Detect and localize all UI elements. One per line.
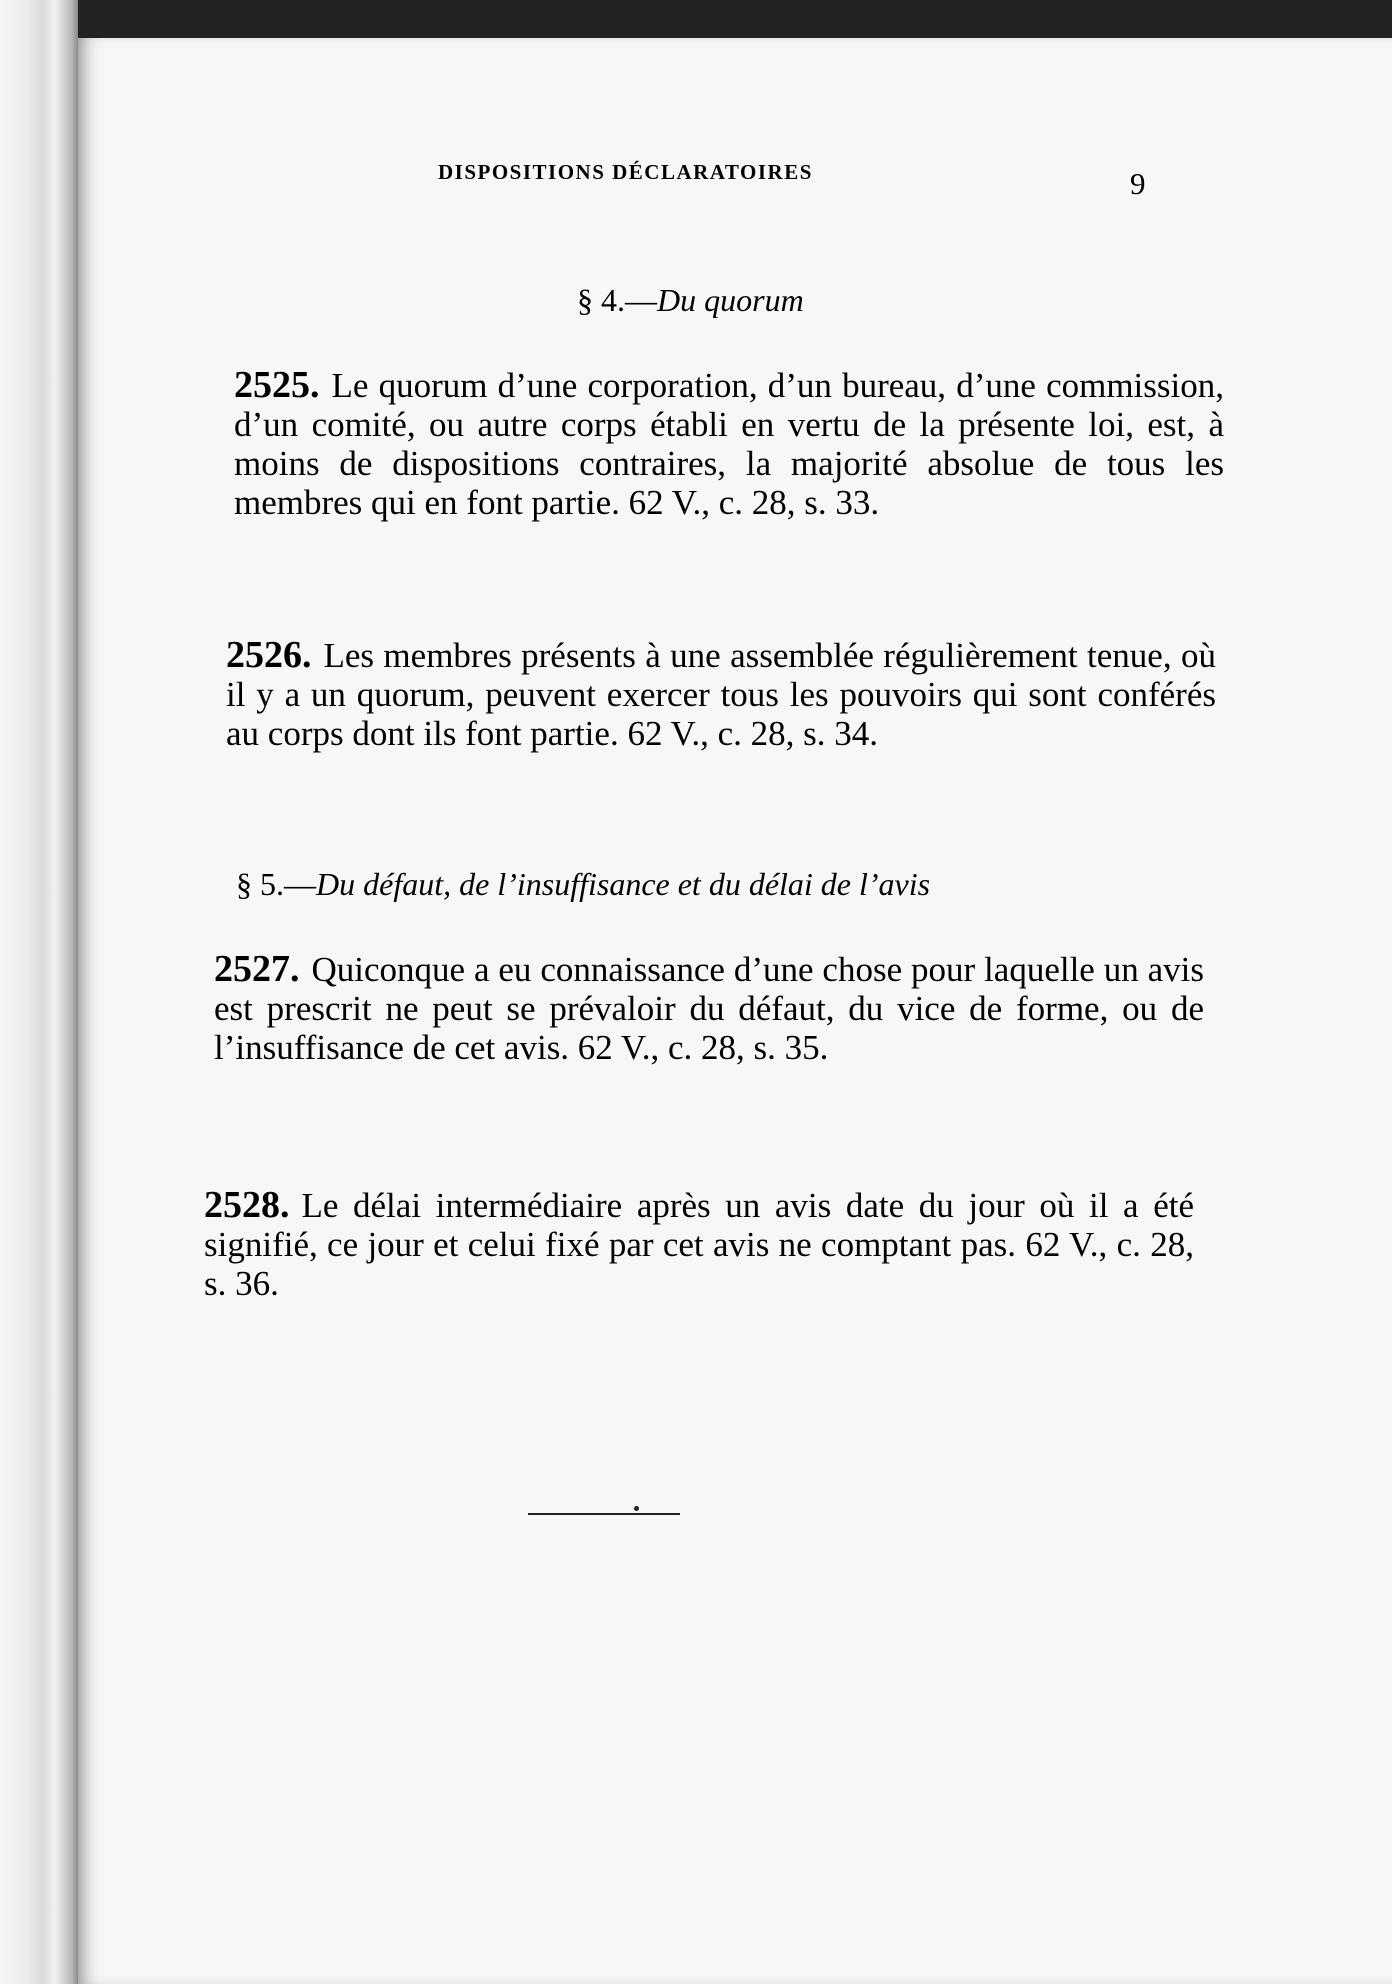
article-2528 [204,1186,1194,1303]
article-text: Quiconque a eu connaissance d’une chose pour laquelle un avis est prescrit ne peut se prévaloir du défaut, du vice de forme, ou de l’insuffisance de cet avis. 62 V., c. 28, s. 35. [214,950,1204,1067]
article-2525 [234,366,1224,522]
scan-top-border [0,0,1392,38]
article-number: 2526. [226,634,312,676]
article-text: Les membres présents à une assemblée régulièrement tenue, où il y a un quorum, peuvent exercer tous les pouvoirs qui sont conférés au corps dont ils font partie. 62 V., c. 28, s. 34. [226,636,1216,753]
article-2526 [226,636,1216,753]
section-heading-title: Du quorum [657,282,804,318]
section-heading-prefix: § 5.— [236,866,316,902]
page-number: 9 [1130,166,1146,201]
article-number: 2527. [214,948,300,990]
section-heading-4 [577,282,804,319]
section-heading-title: Du défaut, de l’insuffisance et du délai de l’avis [316,866,931,902]
article-number: 2525. [234,364,320,406]
end-rule-dot [634,1506,639,1511]
article-text: Le quorum d’une corporation, d’un bureau, d’une commission, d’un comité, ou autre corps établi en vertu de la présente loi, est, à moins de dispositions contraires, la majorité absolue de tous les membres qui en font partie. 62 V., c. 28, s. 33. [234,366,1224,522]
book-spine-edge [0,0,78,1984]
section-heading-prefix: § 4.— [577,282,657,318]
end-rule [528,1513,680,1515]
section-heading-5 [236,866,930,903]
article-text: Le délai intermédiaire après un avis date du jour où il a été signifié, ce jour et celui fixé par cet avis ne comptant pas. 62 V., c. 28, s. 36. [204,1186,1194,1303]
article-number: 2528. [204,1184,290,1226]
article-2527 [214,950,1204,1067]
running-head: DISPOSITIONS DÉCLARATOIRES [438,160,813,184]
